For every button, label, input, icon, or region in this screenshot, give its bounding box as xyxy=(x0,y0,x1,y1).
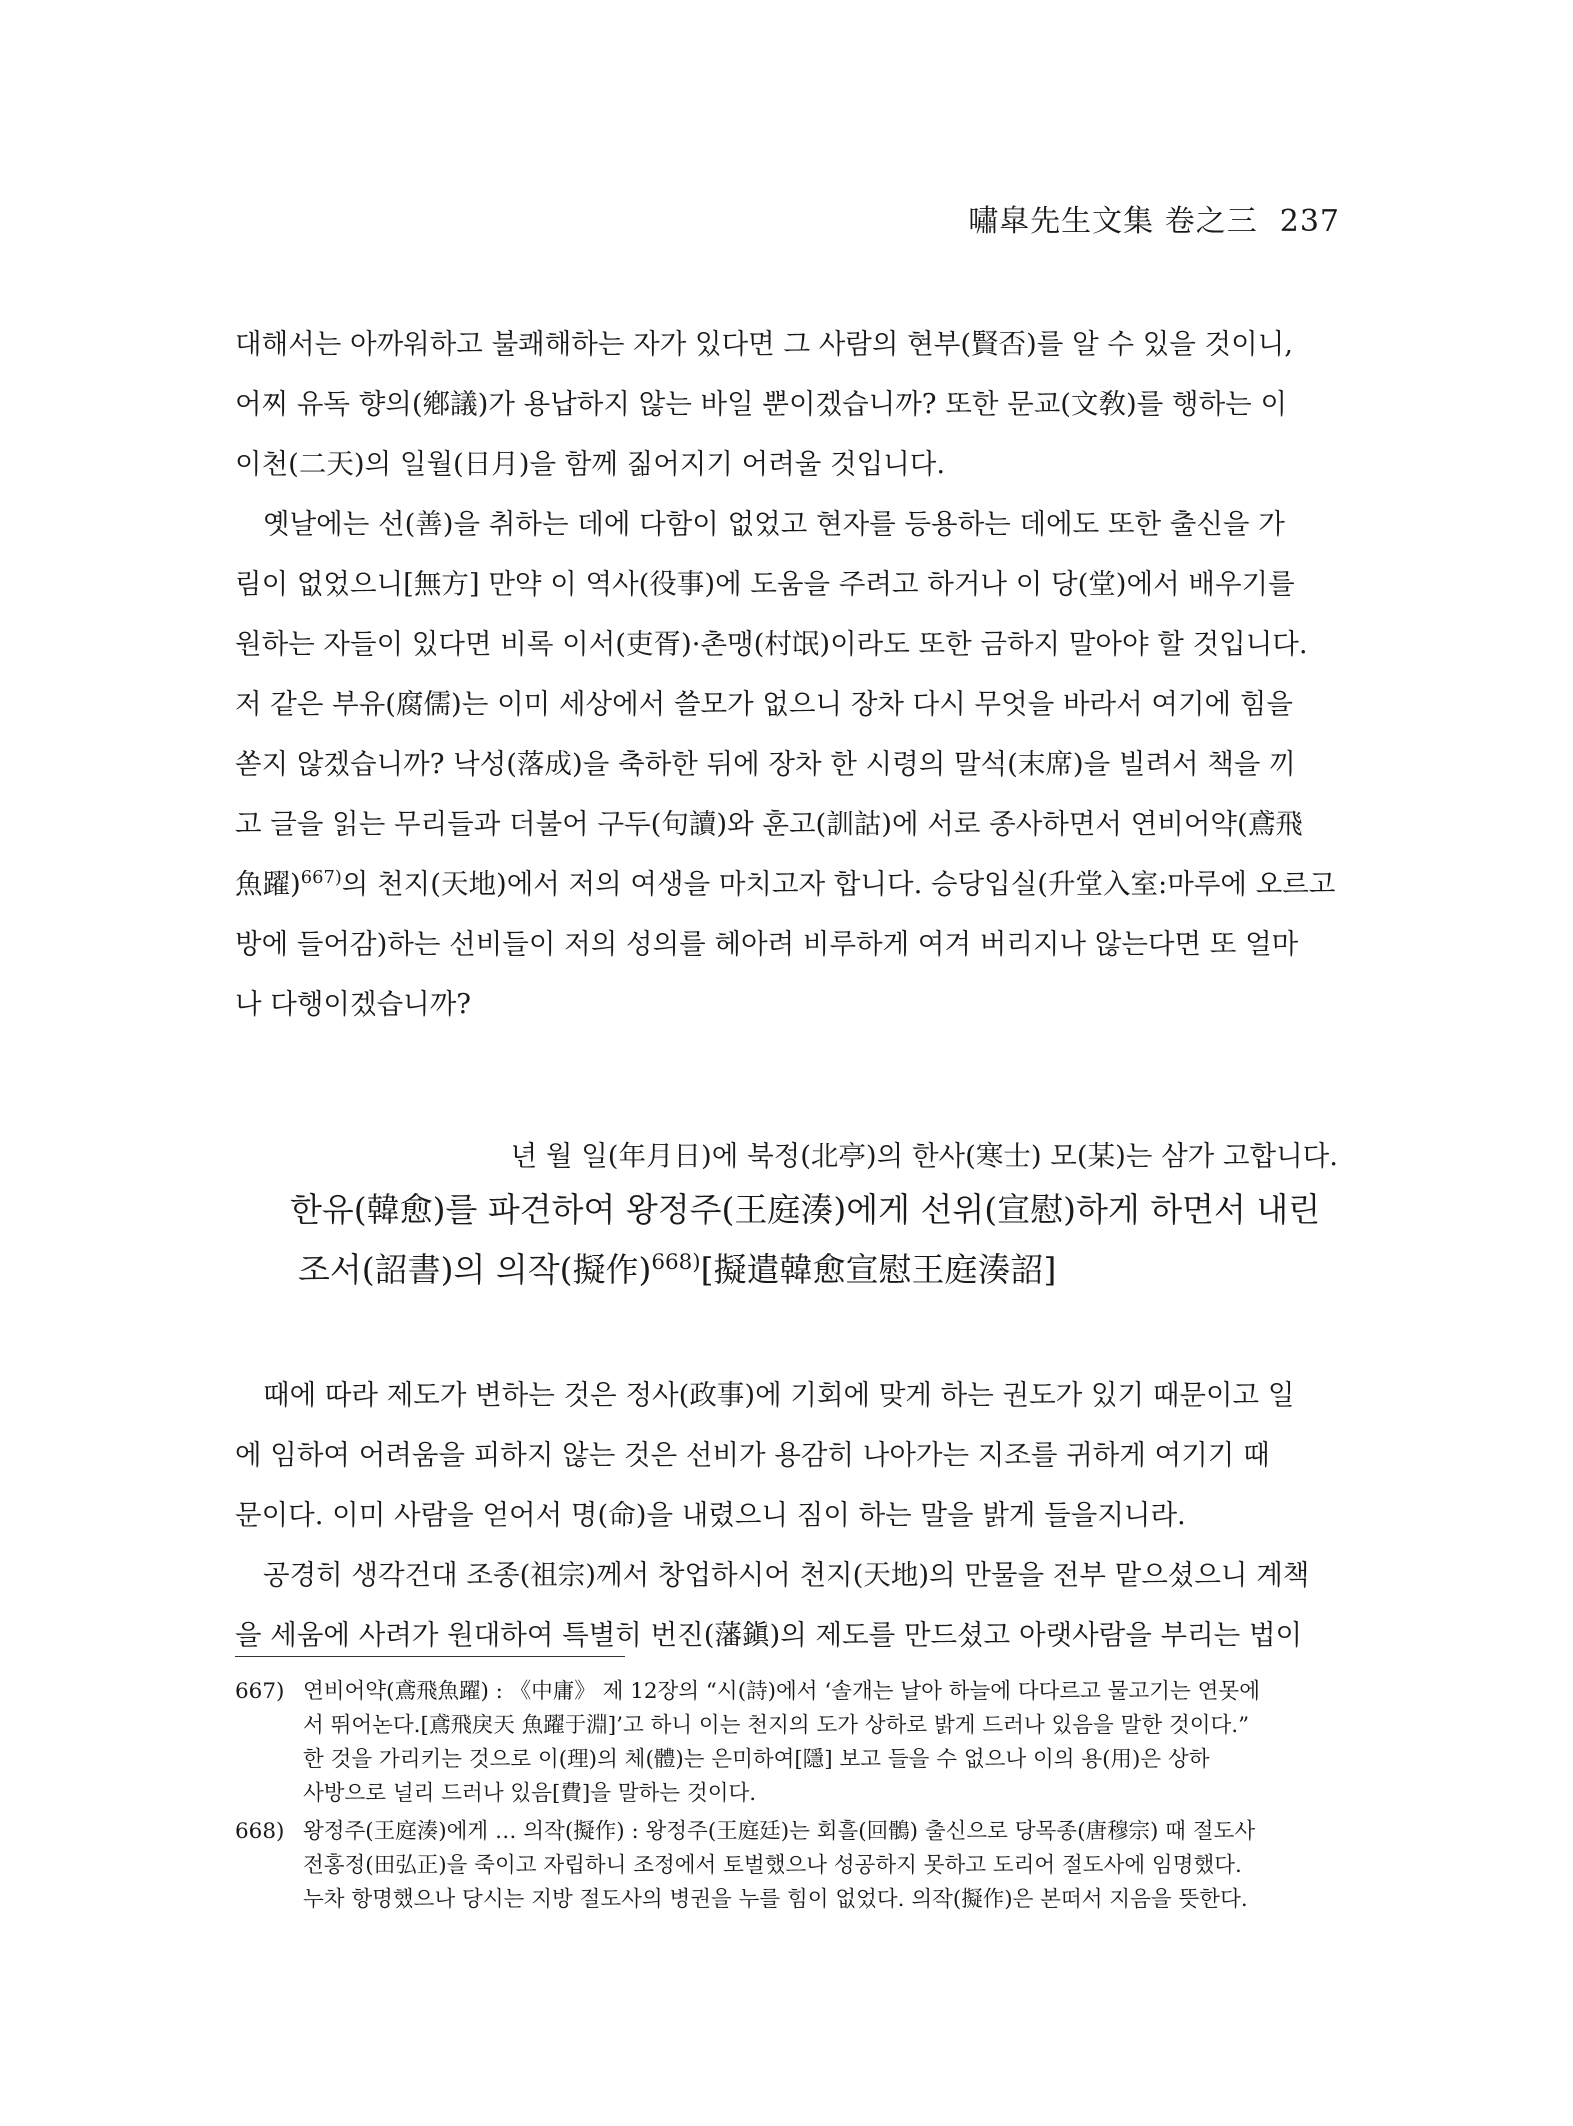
footnote-number: 668) xyxy=(235,1819,285,1844)
footnote-line: 한 것을 가리키는 것으로 이(理)의 체(體)는 은미하여[隱] 보고 들을 수 없으나 이의 용(用)은 상하 xyxy=(303,1747,1210,1772)
text-line: 나 다행이겠습니까? xyxy=(235,988,472,1020)
text-line: 문이다. 이미 사람을 얻어서 명(命)을 내렸으니 짐이 하는 말을 밝게 들을지니라. xyxy=(235,1499,1186,1531)
text-line: 대해서는 아까워하고 불쾌해하는 자가 있다면 그 사람의 현부(賢否)를 알 수 있을 것이니, xyxy=(235,328,1293,360)
footnote-line: 누차 항명했으나 당시는 지방 절도사의 병권을 누를 힘이 없었다. 의작(擬作)은 본떠서 지음을 뜻한다. xyxy=(303,1887,1248,1912)
text-line-part: 魚躍) xyxy=(235,868,301,900)
text-line: 방에 들어감)하는 선비들이 저의 성의를 헤아려 비루하게 여겨 버리지나 않는다면 또 얼마 xyxy=(235,928,1299,960)
footnote-668 xyxy=(235,1815,1338,1917)
footnote-ref-668[interactable]: 668) xyxy=(651,1250,701,1275)
text-line: 림이 없었으니[無方] 만약 이 역사(役事)에 도움을 주려고 하거나 이 당(堂)에서 배우기를 xyxy=(235,568,1295,600)
footnote-line: 사방으로 널리 드러나 있음[費]을 말하는 것이다. xyxy=(303,1781,757,1806)
text-line: 쏟지 않겠습니까? 낙성(落成)을 축하한 뒤에 장차 한 시령의 말석(末席)을 빌려서 책을 끼 xyxy=(235,748,1296,780)
running-head-title: 嘯皐先生文集 卷之三 xyxy=(968,204,1258,239)
text-line: 때에 따라 제도가 변하는 것은 정사(政事)에 기회에 맞게 하는 권도가 있기 때문이고 일 xyxy=(263,1379,1295,1411)
dateline: 년 월 일(年月日)에 북정(北亭)의 한사(寒士) 모(某)는 삼가 고합니다. xyxy=(510,1140,1338,1172)
body-text-bottom xyxy=(235,1365,1338,1665)
section-title-part: 조서(詔書)의 의작(擬作) xyxy=(298,1250,652,1289)
footnote-text xyxy=(303,1675,1338,1811)
text-line: 원하는 자들이 있다면 비록 이서(吏胥)·촌맹(村氓)이라도 또한 금하지 말아야 할 것입니다. xyxy=(235,628,1308,660)
footnote-line: 왕정주(王庭湊)에게 … 의작(擬作) : 왕정주(王庭廷)는 회흘(回鶻) 출신으로 당목종(唐穆宗) 때 절도사 xyxy=(303,1819,1256,1844)
text-line: 을 세움에 사려가 원대하여 특별히 번진(藩鎭)의 제도를 만드셨고 아랫사람을 부리는 법이 xyxy=(235,1619,1303,1651)
page-number: 237 xyxy=(1279,204,1340,239)
text-line: 공경히 생각건대 조종(祖宗)께서 창업하시어 천지(天地)의 만물을 전부 맡으셨으니 계책 xyxy=(263,1559,1310,1591)
section-title-line-2 xyxy=(290,1240,1290,1300)
footnote-text xyxy=(303,1815,1338,1917)
section-title-hanja: [擬遣韓愈宣慰王庭湊詔] xyxy=(700,1250,1057,1289)
footnote-line: 전홍정(田弘正)을 죽이고 자립하니 조정에서 토벌했으나 성공하지 못하고 도리어 절도사에 임명했다. xyxy=(303,1853,1242,1878)
paragraph xyxy=(235,314,1338,494)
footnote-line: 연비어약(鳶飛魚躍) : 《中庸》 제 12장의 “시(詩)에서 ‘솔개는 날아 하늘에 다다르고 물고기는 연못에 xyxy=(303,1679,1260,1704)
paragraph xyxy=(235,494,1338,1034)
running-head xyxy=(968,196,1340,240)
footnote-line: 서 뛰어논다.[鳶飛戾天 魚躍于淵]’고 하니 이는 천지의 도가 상하로 밝게 드러나 있음을 말한 것이다.” xyxy=(303,1713,1250,1738)
footnote-divider xyxy=(235,1656,625,1657)
text-line: 고 글을 읽는 무리들과 더불어 구두(句讀)와 훈고(訓詁)에 서로 종사하면서 연비어약(鳶飛 xyxy=(235,808,1303,840)
text-line-part: 의 천지(天地)에서 저의 여생을 마치고자 합니다. 승당입실(升堂入室:마루에 오르고 xyxy=(341,868,1336,900)
paragraph xyxy=(235,1545,1338,1665)
section-title xyxy=(290,1180,1321,1300)
body-text-top xyxy=(235,314,1338,1034)
text-line: 어찌 유독 향의(鄕議)가 용납하지 않는 바일 뿐이겠습니까? 또한 문교(文敎)를 행하는 이 xyxy=(235,388,1288,420)
text-line: 옛날에는 선(善)을 취하는 데에 다함이 없었고 현자를 등용하는 데에도 또한 출신을 가 xyxy=(263,508,1285,540)
section-title-line-1: 한유(韓愈)를 파견하여 왕정주(王庭湊)에게 선위(宣慰)하게 하면서 내린 xyxy=(290,1190,1321,1229)
footnote-number: 667) xyxy=(235,1679,285,1704)
footnote-ref-667[interactable]: 667) xyxy=(300,866,342,888)
footnote-667 xyxy=(235,1675,1338,1811)
footnotes xyxy=(235,1675,1338,1921)
text-line: 에 임하여 어려움을 피하지 않는 것은 선비가 용감히 나아가는 지조를 귀하게 여기기 때 xyxy=(235,1439,1270,1471)
text-line: 이천(二天)의 일월(日月)을 함께 짊어지기 어려울 것입니다. xyxy=(235,448,946,480)
paragraph xyxy=(235,1365,1338,1545)
text-line: 저 같은 부유(腐儒)는 이미 세상에서 쓸모가 없으니 장차 다시 무엇을 바라서 여기에 힘을 xyxy=(235,688,1293,720)
